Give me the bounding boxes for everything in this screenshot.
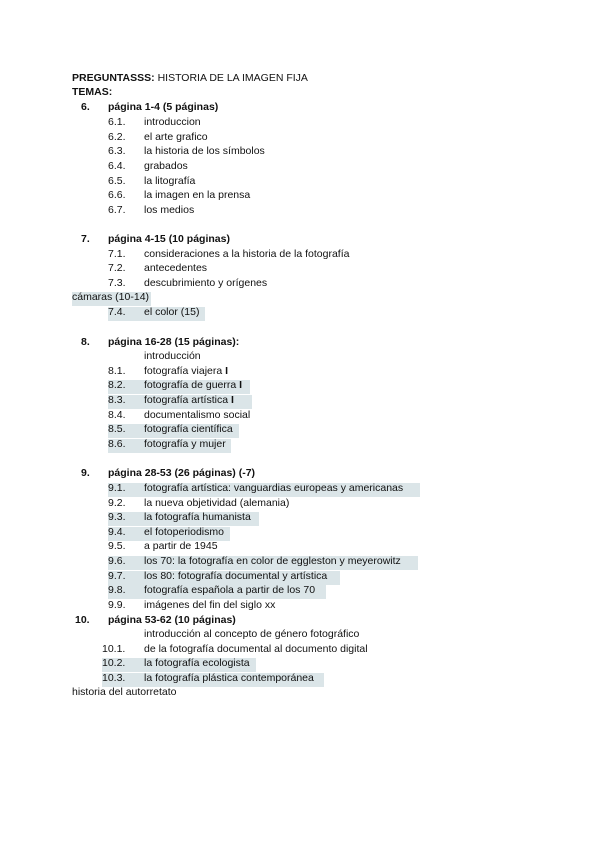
list-item [108,424,239,438]
item-number: 7.3. [108,277,126,289]
item-text: de la fotografía documental al documento digital [144,643,368,655]
section-intro: introducción al concepto de género fotográfico [144,628,360,640]
item-number: 6.4. [108,160,126,172]
item-number: 8.5. [108,423,126,435]
item-text: fotografía española a partir de los 70 [144,584,316,596]
item-number: 9.2. [108,497,126,509]
item-text: consideraciones a la historia de la fotografía [144,248,350,260]
item-text: la fotografía plástica contemporánea [144,672,314,684]
temas-heading: TEMAS: [72,86,113,98]
section-title: página 1-4 (5 páginas) [108,101,219,113]
footer-note: historia del autorretato [72,686,177,698]
item-text: fotografía artística: vanguardias europeas y americanas [144,482,404,494]
item-number: 9.9. [108,599,126,611]
item-number: 8.4. [108,409,126,421]
list-item [108,556,418,570]
item-text: la historia de los símbolos [144,145,265,157]
list-item [108,307,205,321]
item-number: 6.2. [108,131,126,143]
item-number: 6.7. [108,204,126,216]
item-number: 6.1. [108,116,126,128]
section-number: 9. [81,467,90,479]
item-number: 10.2. [102,657,126,669]
title-bold: PREGUNTASSS: [72,72,155,84]
item-text: la fotografía ecologista [144,657,250,669]
item-text: los 80: fotografía documental y artística [144,570,328,582]
item-text: descubrimiento y orígenes [144,277,268,289]
item-number: 9.8. [108,584,126,596]
section-title: página 16-28 (15 páginas): [108,336,240,348]
item-text: documentalismo social [144,409,251,421]
document-title [72,73,308,87]
item-text: a partir de 1945 [144,540,218,552]
item-number: 6.3. [108,145,126,157]
item-text: grabados [144,160,188,172]
item-text: el arte grafico [144,131,208,143]
item-number: 9.4. [108,526,126,538]
list-item [108,585,326,599]
item-number: 10.3. [102,672,126,684]
list-item [108,571,340,585]
item-text: imágenes del fin del siglo xx [144,599,276,611]
list-item [102,673,324,687]
section-number: 10. [75,614,90,626]
list-item [108,512,259,526]
item-number: 8.3. [108,394,126,406]
section-number: 8. [81,336,90,348]
item-number: 7.2. [108,262,126,274]
item-number: 7.1. [108,248,126,260]
list-item [108,395,252,409]
section-number: 7. [81,233,90,245]
item-number: 8.2. [108,379,126,391]
list-item [108,380,250,394]
list-item [108,527,230,541]
highlighted-note: cámaras (10-14) [72,292,151,306]
item-number: 8.1. [108,365,126,377]
item-text: los 70: la fotografía en color de eggleston y meyerowitz [144,555,401,567]
item-number: 9.7. [108,570,126,582]
item-text: fotografía y mujer [144,438,226,450]
item-text: la imagen en la prensa [144,189,251,201]
item-text: la fotografía humanista [144,511,251,523]
list-item [102,658,256,672]
section-number: 6. [81,101,90,113]
item-mark: I [239,379,243,391]
item-text: antecedentes [144,262,208,274]
section-intro: introducción [144,350,201,362]
list-item [108,439,231,453]
item-text: fotografía viajera [144,365,223,377]
item-text: fotografía científica [144,423,233,435]
item-number: 8.6. [108,438,126,450]
item-text: fotografía artística [144,394,229,406]
item-number: 9.6. [108,555,126,567]
item-number: 10.1. [102,643,126,655]
item-number: 6.5. [108,175,126,187]
item-text: fotografía de guerra [144,379,237,391]
section-title: página 4-15 (10 páginas) [108,233,230,245]
item-text: el color (15) [144,306,200,318]
item-number: 9.3. [108,511,126,523]
item-mark: I [225,365,229,377]
item-number: 6.6. [108,189,126,201]
section-title: página 53-62 (10 páginas) [108,614,236,626]
item-text: introduccion [144,116,201,128]
item-number: 7.4. [108,306,126,318]
item-text: la nueva objetividad (alemania) [144,497,290,509]
item-text: los medios [144,204,195,216]
item-number: 9.5. [108,540,126,552]
item-mark: I [230,394,234,406]
item-text: la litografía [144,175,196,187]
item-text: el fotoperiodismo [144,526,224,538]
title-rest: HISTORIA DE LA IMAGEN FIJA [157,72,308,84]
item-number: 9.1. [108,482,126,494]
list-item [108,483,420,497]
section-title: página 28-53 (26 páginas) (-7) [108,467,256,479]
